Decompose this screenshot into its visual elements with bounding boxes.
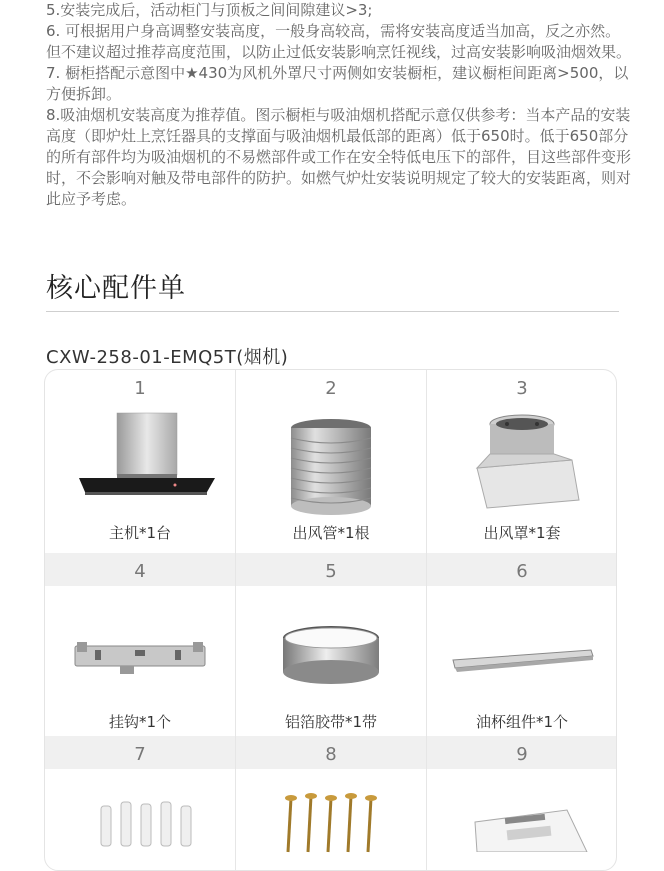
part-cell: [45, 370, 235, 555]
section-title: 核心配件单: [46, 273, 186, 304]
part-label: 主机*1台: [108, 524, 172, 542]
foil-tape-icon: [256, 598, 406, 708]
part-cell: [427, 370, 617, 555]
note-8: 8.吸油烟机安装高度为推荐值。图示橱柜与吸油烟机搭配示意仅供参考：当本产品的安装高度（即炉灶上烹饪器具的支撑面与吸油烟机最低部的距离）低于650时。低于650部分的所有部件均为吸油烟机的不易燃部件或工作在安全特低电压下的部件，目这些部件变形时，不会影响对触及带电部件的防护。如燃气炉灶安装说明规定了较大的安装距离，则对此应予考虑。: [46, 106, 632, 208]
part-number: 4: [134, 561, 146, 582]
part-number: 3: [516, 378, 528, 399]
part-label: 铝箔胶带*1带: [284, 713, 378, 731]
part-label: 出风罩*1套: [483, 524, 561, 542]
part-number: 9: [516, 744, 528, 765]
part-number: 7: [134, 744, 146, 765]
note-6: 6. 可根据用户身高调整安装高度，一般身高较高，需将安装高度适当加高，反之亦然。但不建议超过推荐高度范围，以防止过低安装影响烹饪视线，过高安装影响吸油烟效果。: [46, 22, 632, 61]
hanging-hook-icon: [65, 598, 215, 708]
wall-anchors-icon: [65, 794, 215, 854]
part-label: 挂钩*1个: [108, 713, 172, 731]
part-label: 油杯组件*1个: [475, 713, 569, 731]
part-number: 6: [516, 561, 528, 582]
part-cell: [236, 370, 426, 555]
part-cell: [236, 736, 426, 871]
note-7: 7. 橱柜搭配示意图中★430为风机外罩尺寸两侧如安装橱柜，建议橱柜间距离>500，以方便拆卸。: [46, 64, 629, 103]
exhaust-duct-icon: [256, 408, 406, 518]
screws-icon: [256, 786, 406, 856]
part-cell: [236, 553, 426, 738]
part-number: 5: [325, 561, 337, 582]
part-number: 2: [325, 378, 337, 399]
part-cell: [427, 736, 617, 871]
section-divider: [46, 311, 619, 312]
parts-grid: [44, 369, 617, 871]
part-cell: [45, 736, 235, 871]
part-cell: [427, 553, 617, 738]
note-5: 5.安装完成后，活动柜门与顶板之间间隙建议>3;: [46, 1, 373, 19]
part-number: 1: [134, 378, 146, 399]
installation-notes: [46, 0, 631, 210]
range-hood-icon: [65, 408, 215, 518]
oil-cup-icon: [447, 598, 597, 708]
air-outlet-cover-icon: [447, 408, 597, 518]
model-number: CXW-258-01-EMQ5T(烟机): [46, 347, 289, 368]
part-label: 出风管*1根: [292, 524, 370, 542]
part-number: 8: [325, 744, 337, 765]
part-cell: [45, 553, 235, 738]
manual-icon: [447, 792, 597, 852]
